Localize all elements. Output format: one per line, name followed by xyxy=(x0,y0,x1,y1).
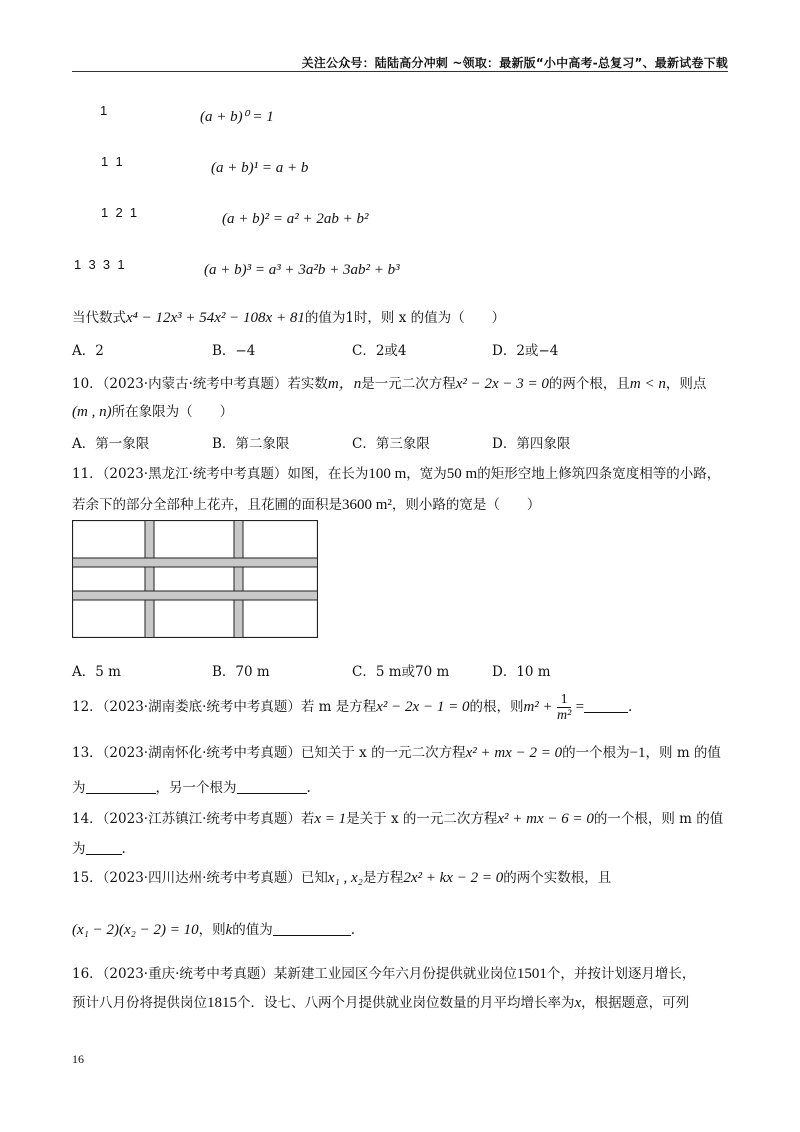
question-13-line-1: 13．（2023·湖南怀化·统考中考真题）已知关于 x 的一元二次方程x² + mx − 2 = 0的一个根为−1，则 m 的值 xyxy=(72,745,721,761)
question-14-line-1: 14．（2023·江苏镇江·统考中考真题）若x = 1是关于 x 的一元二次方程x² + mx − 6 = 0的一个根，则 m 的值 xyxy=(72,811,724,827)
q10-option-b: B．第二象限 xyxy=(212,436,290,452)
header-divider xyxy=(72,71,728,72)
question-11-line-2: 若余下的部分全部种上花卉，且花圃的面积是3600 m²，则小路的宽是（ ） xyxy=(72,497,541,513)
triangle-row-2: 1 2 1 xyxy=(101,205,138,220)
page-header: 关注公众号：陆陆高分冲刺 ~领取：最新版“小中高考-总复习”、最新试卷下载 xyxy=(301,56,728,70)
q11-option-d: D．10 m xyxy=(492,664,551,680)
question-11-line-1: 11．（2023·黑龙江·统考中考真题）如图，在长为100 m，宽为50 m的矩形空地上修筑四条宽度相等的小路， xyxy=(72,466,721,482)
triangle-row-1: 1 1 xyxy=(101,154,123,169)
question-9-stem: 当代数式x⁴ − 12x³ + 54x² − 108x + 81的值为1时，则 x 的值为（ ） xyxy=(72,310,506,326)
q11-option-a: A．5 m xyxy=(72,664,121,680)
q14-answer-blank[interactable] xyxy=(86,842,122,855)
q12-answer-blank[interactable] xyxy=(584,700,628,713)
question-16-line-2: 预计八月份将提供岗位1815个．设七、八两个月提供就业岗位数量的月平均增长率为x，根据题意，可列 xyxy=(72,995,690,1011)
question-14-line-2: 为 . xyxy=(72,841,126,857)
formula-power-0: (a + b)⁰ = 1 xyxy=(200,109,274,125)
triangle-row-3: 1 3 3 1 xyxy=(74,257,125,272)
q11-option-c: C．5 m或70 m xyxy=(352,664,450,680)
question-15-line-2: (x₁ − 2)(x₂ − 2) = 10，则k的值为 . xyxy=(72,922,356,938)
q10-option-a: A．第一象限 xyxy=(72,436,150,452)
q13-other-root-blank[interactable] xyxy=(237,781,307,794)
q10-option-c: C．第三象限 xyxy=(352,436,430,452)
q13-m-value-blank[interactable] xyxy=(86,781,156,794)
question-12: 12．（2023·湖南娄底·统考中考真题）若 m 是方程x² − 2x − 1 = 0的根，则m² + $\frac{1}{\text{m²}}$ = . xyxy=(72,692,633,723)
question-15-line-1: 15．（2023·四川达州·统考中考真题）已知x₁ , x₂是方程2x² + kx − 2 = 0的两个实数根，且 xyxy=(72,870,612,886)
q10-option-d: D．第四象限 xyxy=(492,436,571,452)
formula-power-3: (a + b)³ = a³ + 3a²b + 3ab² + b³ xyxy=(204,262,400,278)
garden-paths-figure xyxy=(72,520,318,638)
question-10-line-2: (m , n)所在象限为（ ） xyxy=(72,404,234,420)
question-13-line-2: 为 ，另一个根为 . xyxy=(72,780,311,796)
q9-option-d: D．2或−4 xyxy=(492,343,559,359)
q11-option-b: B．70 m xyxy=(212,664,270,680)
question-10-line-1: 10．（2023·内蒙古·统考中考真题）若实数m，n是一元二次方程x² − 2x − 3 = 0的两个根，且m < n，则点 xyxy=(72,376,707,392)
formula-power-2: (a + b)² = a² + 2ab + b² xyxy=(222,211,369,227)
page-number: 16 xyxy=(72,1052,84,1066)
fraction-one-over-m-squared: $\frac{1}{\text{m²}}$ xyxy=(556,692,572,723)
q9-option-b: B．−4 xyxy=(212,343,256,359)
q15-answer-blank[interactable] xyxy=(273,923,351,936)
q9-option-a: A．2 xyxy=(72,343,104,359)
q9-option-c: C．2或4 xyxy=(352,343,407,359)
formula-power-1: (a + b)¹ = a + b xyxy=(211,160,309,176)
question-16-line-1: 16．（2023·重庆·统考中考真题）某新建工业园区今年六月份提供就业岗位1501个，并按计划逐月增长， xyxy=(72,966,696,982)
triangle-row-0: 1 xyxy=(100,103,108,118)
